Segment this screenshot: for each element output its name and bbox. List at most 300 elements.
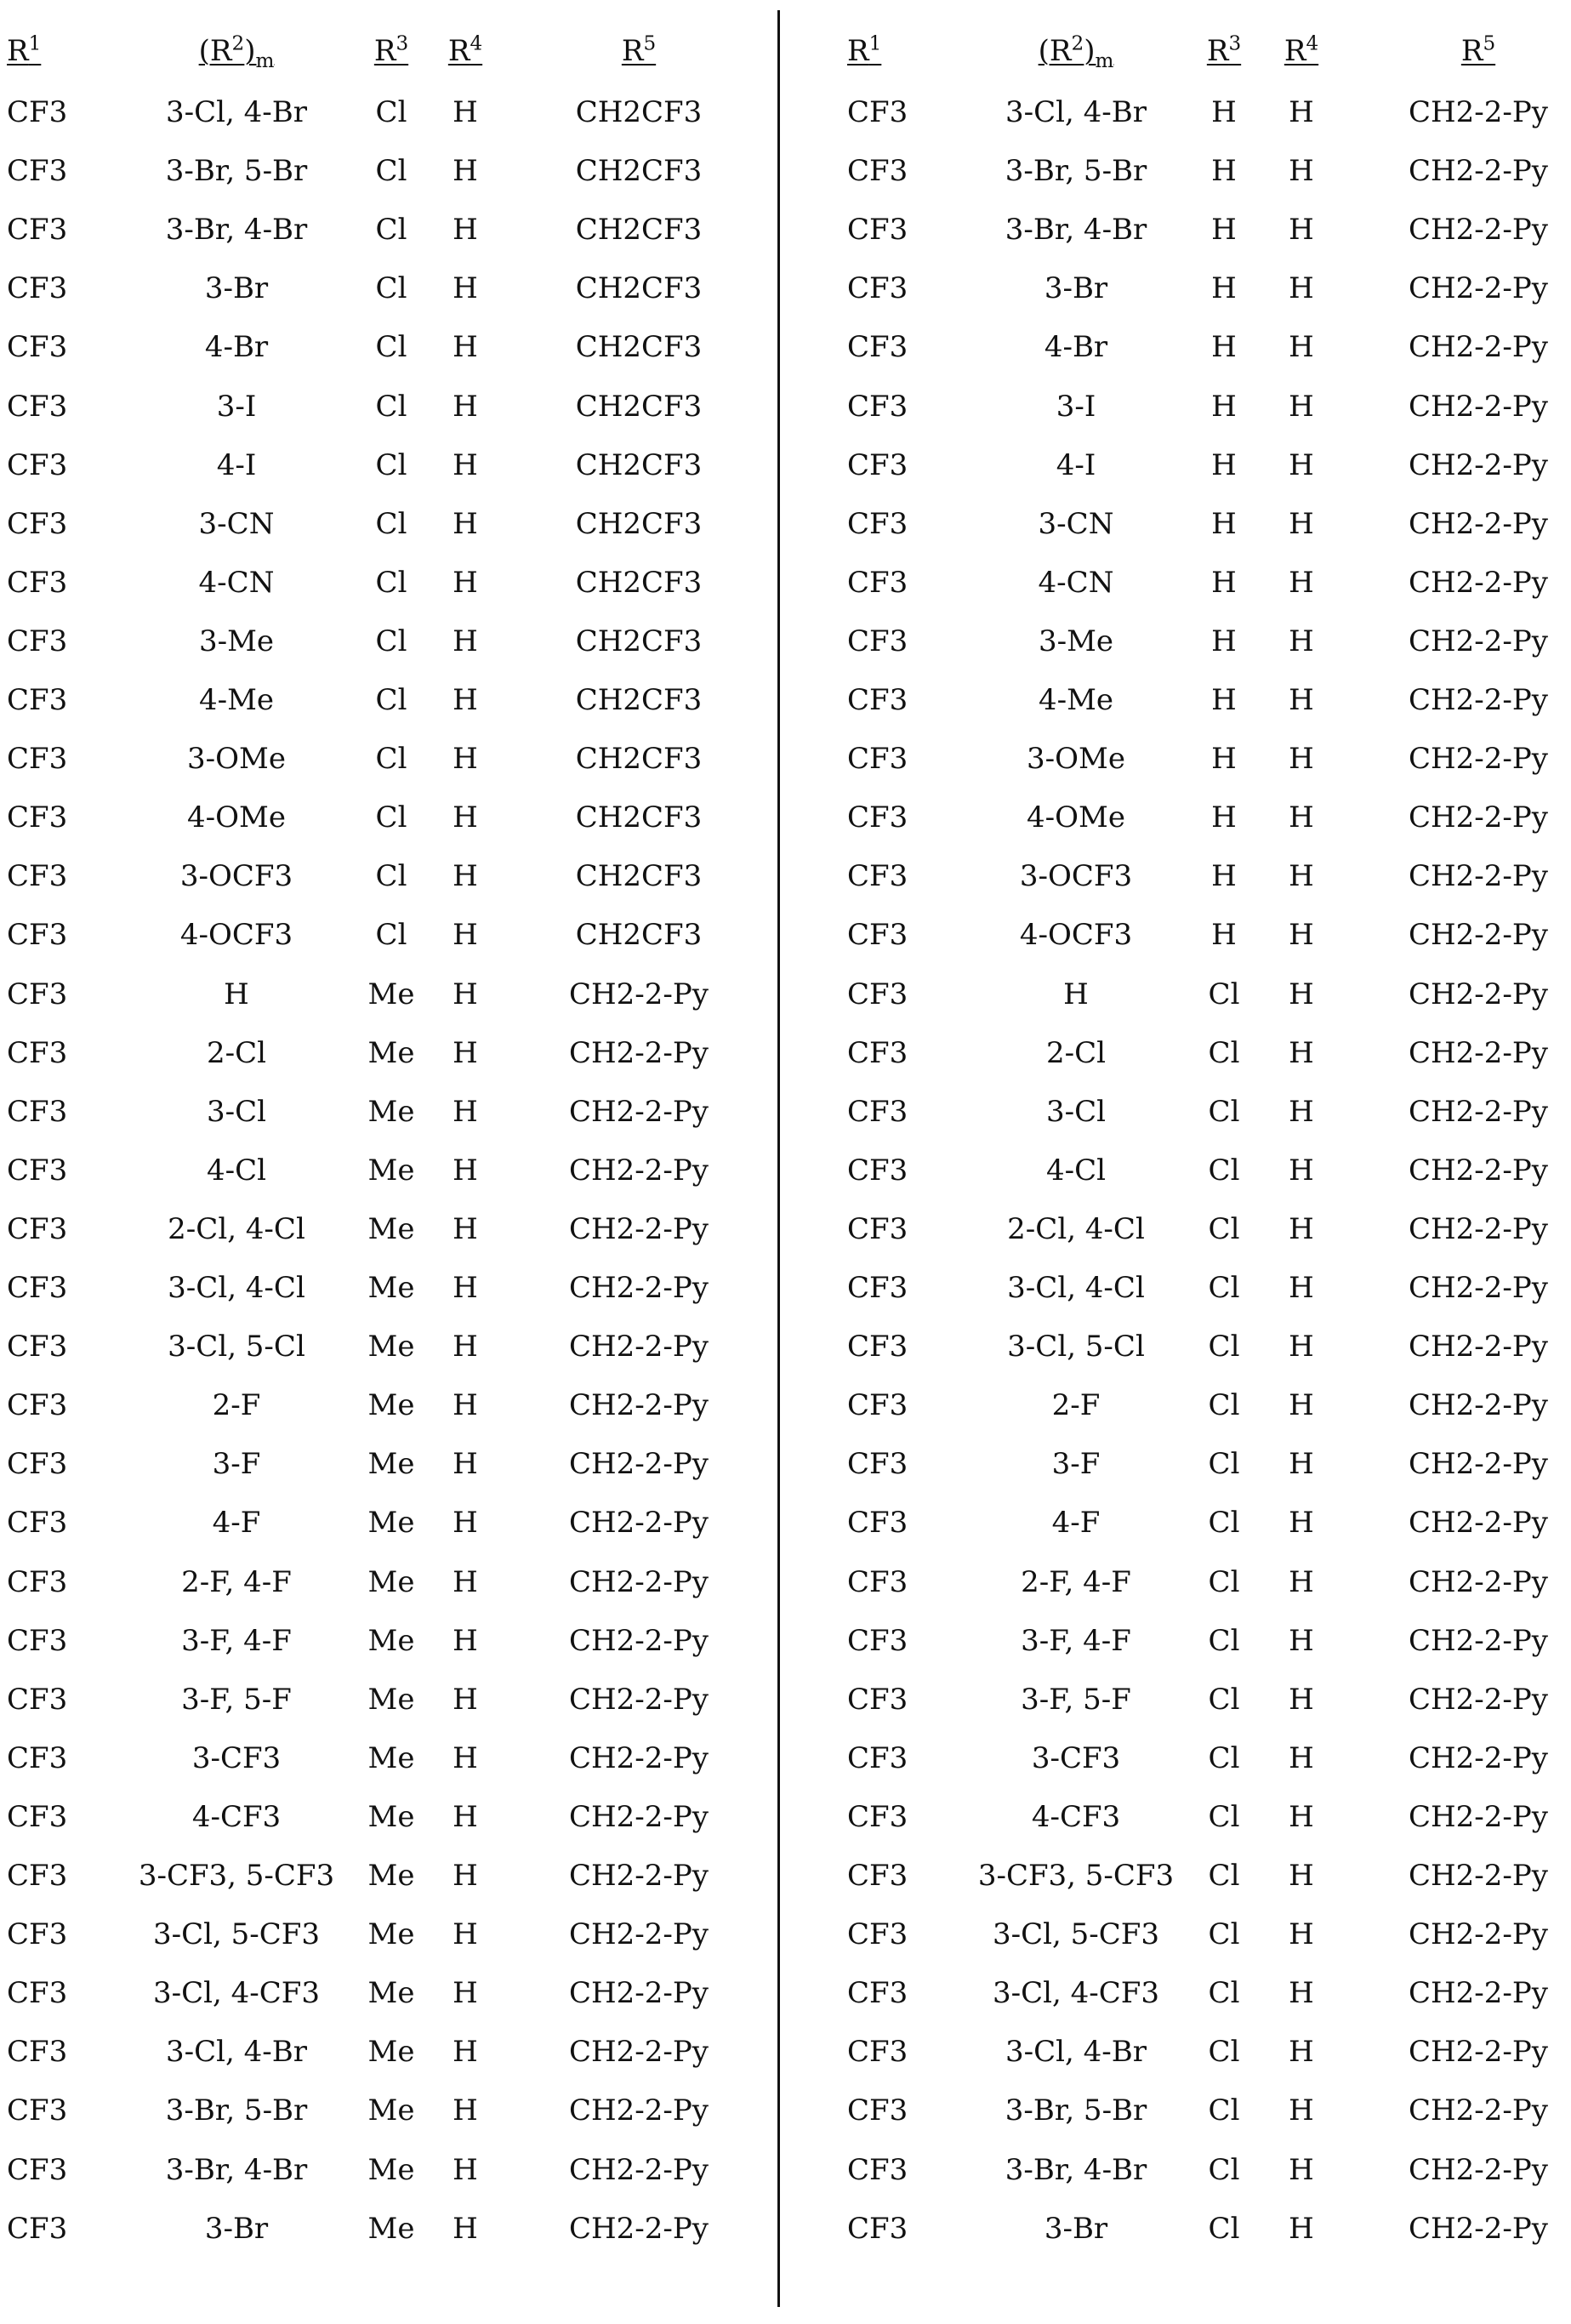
cell-r5: CH2-2-Py [1409,271,1548,305]
cell-r3: Me [368,2153,415,2187]
cell-r2m: 3-Me [199,624,274,658]
cell-r3: Me [368,1741,415,1775]
cell-r3: H [1211,624,1237,658]
cell-r4: H [1289,1095,1314,1129]
cell-r2m: 3-F, 4-F [1021,1624,1131,1658]
cell-r4: H [453,2212,478,2246]
cell-r3: Cl [376,95,407,129]
cell-r5: CH2-2-Py [1409,1683,1548,1717]
cell-r2m: 4-Me [1039,683,1113,717]
cell-r3: Cl [1209,1212,1240,1246]
cell-r5: CH2-2-Py [569,1565,709,1599]
cell-r4: H [453,859,478,893]
header-base: R [1284,34,1306,68]
header-base: R [847,34,869,68]
cell-r1: CF3 [847,1565,908,1599]
cell-r5: CH2CF3 [576,330,703,364]
cell-r1: CF3 [847,800,908,834]
cell-r4: H [1289,1917,1314,1951]
cell-r2m: 4-Br [1044,330,1107,364]
cell-r5: CH2-2-Py [569,1800,709,1834]
cell-r3: Me [368,1271,415,1305]
cell-r5: CH2-2-Py [569,1036,709,1070]
cell-r5: CH2CF3 [576,800,703,834]
cell-r3: H [1211,448,1237,482]
cell-r3: Cl [1209,1388,1240,1422]
cell-r2m: 3-CF3, 5-CF3 [139,1859,334,1893]
cell-r3: Cl [376,330,407,364]
cell-r1: CF3 [847,1212,908,1246]
cell-r5: CH2-2-Py [1409,742,1548,776]
cell-r1: CF3 [7,1859,67,1893]
cell-r1: CF3 [847,507,908,541]
cell-r2m: 4-OCF3 [180,918,293,952]
cell-r2m: 3-Cl, 4-Br [1005,95,1147,129]
cell-r2m: 3-Cl, 5-CF3 [993,1917,1159,1951]
cell-r3: Me [368,1624,415,1658]
cell-r2m: 3-OMe [1027,742,1125,776]
header-r3 [1207,34,1241,68]
cell-r4: H [1289,859,1314,893]
cell-r2m: 3-Br, 5-Br [166,2093,308,2127]
cell-r4: H [1289,1447,1314,1481]
cell-r4: H [1289,1212,1314,1246]
cell-r1: CF3 [7,154,67,188]
cell-r4: H [1289,800,1314,834]
cell-r5: CH2-2-Py [1409,624,1548,658]
cell-r4: H [1289,213,1314,247]
cell-r5: CH2-2-Py [1409,1388,1548,1422]
cell-r5: CH2CF3 [576,566,703,600]
cell-r4: H [453,1447,478,1481]
cell-r1: CF3 [847,1330,908,1364]
cell-r2m: 3-Cl, 5-Cl [1007,1330,1145,1364]
cell-r5: CH2CF3 [576,390,703,424]
cell-r2m: 4-Me [199,683,274,717]
cell-r1: CF3 [7,1153,67,1188]
cell-r4: H [1289,918,1314,952]
cell-r3: Me [368,1388,415,1422]
cell-r1: CF3 [7,977,67,1011]
cell-r2m: 3-Cl, 4-Cl [168,1271,305,1305]
cell-r2m: H [224,977,249,1011]
cell-r1: CF3 [847,213,908,247]
cell-r2m: 3-CN [1039,507,1114,541]
cell-r2m: 3-CF3 [1032,1741,1120,1775]
cell-r3: Cl [1209,1741,1240,1775]
cell-r5: CH2-2-Py [569,1447,709,1481]
cell-r1: CF3 [847,1800,908,1834]
cell-r2m: 2-F [1052,1388,1101,1422]
cell-r2m: 4-F [213,1506,261,1540]
cell-r3: Me [368,1859,415,1893]
cell-r4: H [453,2153,478,2187]
cell-r2m: 3-Br, 5-Br [1005,154,1147,188]
cell-r5: CH2-2-Py [569,2093,709,2127]
cell-r2m: 3-Cl [1046,1095,1106,1129]
cell-r5: CH2-2-Py [1409,1153,1548,1188]
cell-r5: CH2-2-Py [569,1153,709,1188]
cell-r5: CH2-2-Py [1409,1565,1548,1599]
cell-r2m: 3-Cl, 4-Cl [1007,1271,1145,1305]
cell-r1: CF3 [847,566,908,600]
cell-r2m: 3-CN [199,507,275,541]
cell-r3: H [1211,800,1237,834]
header-r1 [847,34,881,68]
header-r1 [7,34,41,68]
cell-r3: H [1211,859,1237,893]
cell-r4: H [1289,330,1314,364]
cell-r5: CH2-2-Py [1409,683,1548,717]
cell-r4: H [1289,1565,1314,1599]
cell-r4: H [453,1095,478,1129]
cell-r3: Cl [376,800,407,834]
cell-r3: Cl [376,213,407,247]
cell-r2m: 3-Br [205,271,268,305]
cell-r4: H [453,95,478,129]
column-divider [777,10,780,2307]
cell-r5: CH2-2-Py [569,1506,709,1540]
header-r2m [199,34,275,68]
header-r4 [1284,34,1318,68]
cell-r5: CH2-2-Py [1409,566,1548,600]
cell-r2m: 3-Cl, 4-CF3 [993,1976,1159,2010]
cell-r5: CH2-2-Py [1409,1330,1548,1364]
cell-r4: H [453,1624,478,1658]
cell-r1: CF3 [847,1271,908,1305]
header-superscript: 1 [869,32,882,54]
cell-r1: CF3 [7,1212,67,1246]
cell-r5: CH2-2-Py [1409,859,1548,893]
cell-r2m: 4-OCF3 [1020,918,1132,952]
header-r5 [1461,34,1495,68]
cell-r4: H [453,1741,478,1775]
cell-r4: H [453,1800,478,1834]
cell-r5: CH2CF3 [576,154,703,188]
header-superscript: 5 [1483,32,1495,54]
cell-r1: CF3 [847,2153,908,2187]
cell-r5: CH2-2-Py [1409,2035,1548,2069]
cell-r2m: 2-Cl, 4-Cl [1007,1212,1145,1246]
cell-r2m: 3-OMe [187,742,286,776]
cell-r5: CH2-2-Py [569,2153,709,2187]
cell-r4: H [1289,1330,1314,1364]
cell-r1: CF3 [7,1917,67,1951]
cell-r4: H [453,1976,478,2010]
cell-r1: CF3 [7,1330,67,1364]
cell-r5: CH2-2-Py [1409,1624,1548,1658]
cell-r1: CF3 [7,390,67,424]
header-base: R [1207,34,1229,68]
cell-r5: CH2CF3 [576,213,703,247]
cell-r4: H [453,683,478,717]
cell-r3: Cl [376,742,407,776]
cell-r5: CH2-2-Py [1409,95,1548,129]
cell-r3: Me [368,1153,415,1188]
cell-r2m: 4-CN [199,566,275,600]
header-r4 [448,34,482,68]
header-superscript: 3 [1228,32,1241,54]
cell-r1: CF3 [847,859,908,893]
cell-r1: CF3 [7,800,67,834]
cell-r4: H [453,1565,478,1599]
cell-r2m: 3-F [1052,1447,1101,1481]
cell-r5: CH2-2-Py [1409,1976,1548,2010]
cell-r3: Cl [1209,1447,1240,1481]
cell-r2m: 3-I [1056,390,1096,424]
cell-r2m: 4-Cl [1046,1153,1106,1188]
cell-r4: H [453,1917,478,1951]
cell-r5: CH2-2-Py [1409,2153,1548,2187]
cell-r1: CF3 [847,2212,908,2246]
cell-r4: H [1289,742,1314,776]
cell-r5: CH2CF3 [576,918,703,952]
cell-r1: CF3 [847,1506,908,1540]
cell-r2m: 4-I [217,448,257,482]
cell-r1: CF3 [847,154,908,188]
cell-r2m: 3-Br, 4-Br [166,2153,308,2187]
cell-r4: H [1289,154,1314,188]
cell-r5: CH2CF3 [576,507,703,541]
cell-r5: CH2CF3 [576,859,703,893]
cell-r1: CF3 [7,1683,67,1717]
cell-r1: CF3 [847,742,908,776]
cell-r4: H [1289,1388,1314,1422]
cell-r3: Cl [376,271,407,305]
cell-r3: H [1211,683,1237,717]
cell-r4: H [453,1388,478,1422]
cell-r3: Cl [376,683,407,717]
cell-r1: CF3 [847,330,908,364]
cell-r1: CF3 [847,448,908,482]
cell-r5: CH2-2-Py [569,1271,709,1305]
cell-r1: CF3 [7,1036,67,1070]
cell-r4: H [1289,977,1314,1011]
cell-r3: Cl [1209,1153,1240,1188]
cell-r3: Me [368,1565,415,1599]
cell-r5: CH2-2-Py [569,1212,709,1246]
cell-r1: CF3 [847,683,908,717]
cell-r3: Cl [376,566,407,600]
cell-r5: CH2CF3 [576,95,703,129]
cell-r4: H [1289,507,1314,541]
cell-r4: H [1289,271,1314,305]
cell-r3: Cl [1209,1859,1240,1893]
cell-r1: CF3 [847,271,908,305]
header-superscript: 4 [470,32,482,54]
cell-r5: CH2-2-Py [1409,154,1548,188]
cell-r1: CF3 [847,2093,908,2127]
cell-r5: CH2-2-Py [569,1859,709,1893]
cell-r4: H [1289,1153,1314,1188]
cell-r2m: 3-CF3 [192,1741,281,1775]
cell-r1: CF3 [847,1859,908,1893]
cell-r4: H [453,1271,478,1305]
cell-r3: Cl [1209,1624,1240,1658]
cell-r2m: 3-Br, 4-Br [166,213,308,247]
cell-r5: CH2-2-Py [1409,977,1548,1011]
cell-r5: CH2-2-Py [1409,2093,1548,2127]
cell-r3: Cl [1209,1036,1240,1070]
cell-r3: Me [368,1212,415,1246]
cell-r4: H [453,2093,478,2127]
cell-r5: CH2-2-Py [1409,330,1548,364]
cell-r5: CH2-2-Py [1409,507,1548,541]
cell-r4: H [1289,566,1314,600]
cell-r2m: 3-Br, 4-Br [1005,213,1147,247]
cell-r5: CH2-2-Py [1409,1917,1548,1951]
cell-r3: Cl [1209,1271,1240,1305]
header-subscript: m [255,50,274,72]
cell-r1: CF3 [847,1741,908,1775]
cell-r4: H [453,1036,478,1070]
cell-r2m: 3-Cl [207,1095,266,1129]
cell-r4: H [453,213,478,247]
header-superscript: 4 [1306,32,1318,54]
cell-r4: H [1289,1741,1314,1775]
cell-r5: CH2-2-Py [1409,1036,1548,1070]
cell-r1: CF3 [847,1976,908,2010]
cell-r3: Cl [376,507,407,541]
cell-r1: CF3 [7,1447,67,1481]
cell-r4: H [453,742,478,776]
cell-r3: Cl [1209,1095,1240,1129]
cell-r1: CF3 [7,1388,67,1422]
cell-r2m: 3-Br, 5-Br [166,154,308,188]
cell-r1: CF3 [7,1741,67,1775]
cell-r4: H [453,977,478,1011]
cell-r3: H [1211,330,1237,364]
cell-r4: H [1289,1683,1314,1717]
cell-r3: Cl [1209,1917,1240,1951]
cell-r3: H [1211,390,1237,424]
cell-r3: Me [368,1036,415,1070]
cell-r2m: 3-Cl, 4-Br [166,95,307,129]
cell-r2m: 3-Me [1039,624,1113,658]
cell-r4: H [1289,2212,1314,2246]
cell-r4: H [1289,624,1314,658]
cell-r3: Me [368,1095,415,1129]
cell-r2m: 4-OMe [187,800,286,834]
cell-r1: CF3 [7,624,67,658]
cell-r3: Cl [376,154,407,188]
cell-r4: H [453,1330,478,1364]
cell-r3: Cl [1209,2035,1240,2069]
cell-r5: CH2-2-Py [1409,1741,1548,1775]
cell-r1: CF3 [7,918,67,952]
cell-r3: H [1211,95,1237,129]
cell-r4: H [453,624,478,658]
cell-r5: CH2-2-Py [1409,800,1548,834]
cell-r2m: 3-Cl, 4-CF3 [153,1976,320,2010]
cell-r3: Cl [376,859,407,893]
header-close: ) [1084,34,1095,68]
cell-r3: Me [368,2035,415,2069]
cell-r1: CF3 [847,977,908,1011]
header-superscript: 5 [643,32,656,54]
cell-r5: CH2-2-Py [569,1388,709,1422]
cell-r1: CF3 [847,1153,908,1188]
cell-r2m: 3-Br, 4-Br [1005,2153,1147,2187]
cell-r3: Cl [376,390,407,424]
cell-r4: H [453,2035,478,2069]
cell-r2m: 3-OCF3 [180,859,293,893]
cell-r4: H [453,390,478,424]
cell-r5: CH2-2-Py [569,1330,709,1364]
cell-r4: H [453,566,478,600]
cell-r1: CF3 [7,330,67,364]
cell-r3: Cl [376,448,407,482]
cell-r2m: 4-CF3 [192,1800,281,1834]
header-base: (R [199,34,232,68]
header-base: R [374,34,396,68]
cell-r5: CH2CF3 [576,624,703,658]
cell-r2m: 3-Cl, 5-Cl [168,1330,305,1364]
cell-r3: Me [368,1447,415,1481]
cell-r5: CH2-2-Py [1409,1212,1548,1246]
cell-r2m: 3-I [217,390,257,424]
cell-r2m: 3-F, 5-F [181,1683,292,1717]
cell-r1: CF3 [847,390,908,424]
cell-r2m: 3-F, 4-F [181,1624,292,1658]
cell-r3: Cl [1209,1683,1240,1717]
header-base: R [7,34,29,68]
cell-r5: CH2-2-Py [1409,918,1548,952]
cell-r4: H [1289,390,1314,424]
cell-r4: H [453,330,478,364]
cell-r2m: 2-F [213,1388,261,1422]
cell-r4: H [1289,1976,1314,2010]
cell-r5: CH2-2-Py [569,1976,709,2010]
header-close: ) [244,34,255,68]
cell-r5: CH2-2-Py [1409,1800,1548,1834]
cell-r3: Me [368,1800,415,1834]
cell-r5: CH2-2-Py [1409,1095,1548,1129]
header-subscript: m [1095,50,1113,72]
cell-r1: CF3 [7,1976,67,2010]
cell-r2m: 3-Br, 5-Br [1005,2093,1147,2127]
cell-r2m: 3-F [213,1447,261,1481]
cell-r2m: 3-Cl, 4-Br [166,2035,307,2069]
cell-r5: CH2CF3 [576,742,703,776]
cell-r2m: 3-Cl, 5-CF3 [153,1917,320,1951]
cell-r3: Cl [1209,977,1240,1011]
cell-r5: CH2CF3 [576,271,703,305]
cell-r4: H [1289,2093,1314,2127]
cell-r3: Cl [1209,1506,1240,1540]
cell-r5: CH2-2-Py [569,1917,709,1951]
cell-r3: H [1211,154,1237,188]
cell-r5: CH2-2-Py [569,1741,709,1775]
cell-r2m: 4-Cl [207,1153,266,1188]
cell-r3: Cl [1209,1976,1240,2010]
cell-r3: Cl [376,918,407,952]
cell-r2m: 2-F, 4-F [1021,1565,1131,1599]
cell-r1: CF3 [7,95,67,129]
cell-r1: CF3 [7,683,67,717]
cell-r5: CH2-2-Py [1409,2212,1548,2246]
cell-r5: CH2-2-Py [569,1095,709,1129]
header-base: R [622,34,644,68]
cell-r2m: 4-CN [1039,566,1114,600]
cell-r4: H [453,1153,478,1188]
cell-r1: CF3 [7,2093,67,2127]
cell-r4: H [1289,1036,1314,1070]
cell-r3: H [1211,507,1237,541]
cell-r1: CF3 [7,2153,67,2187]
cell-r1: CF3 [7,2035,67,2069]
cell-r4: H [453,154,478,188]
